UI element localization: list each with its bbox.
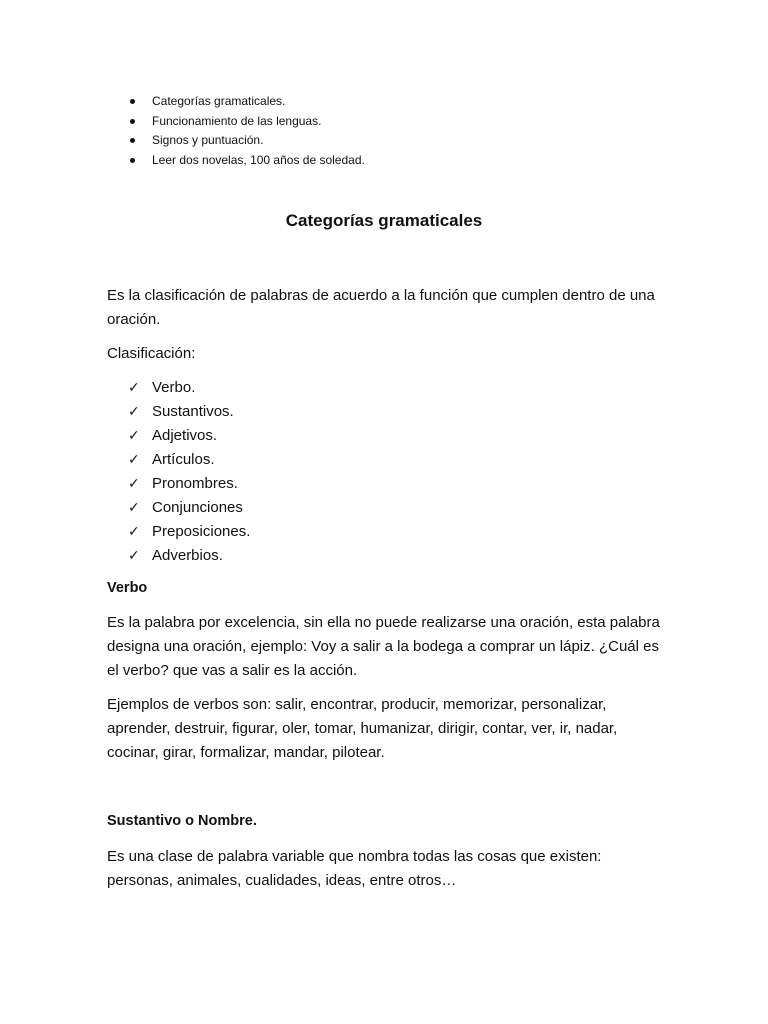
page-title: Categorías gramaticales — [285, 211, 483, 230]
classification-item: ✓ Adverbios. — [128, 544, 250, 568]
classification-item: ✓ Artículos. — [128, 448, 250, 472]
topic-item: Funcionamiento de las lenguas. — [130, 112, 365, 132]
check-icon: ✓ — [128, 380, 140, 396]
classification-label: Clasificación: — [107, 345, 196, 362]
verbo-definition: Es la palabra por excelencia, sin ella no puede realizarse una oración, esta palabra designa una oración, ejemplo: Voy a salir a la bodega a comprar un lápiz. ¿Cuál es el verbo? que vas a salir es la acción. — [107, 614, 660, 679]
check-icon: ✓ — [128, 428, 140, 444]
bullet-icon — [130, 138, 135, 143]
topics-list — [130, 92, 365, 170]
verbo-examples: Ejemplos de verbos son: salir, encontrar, producir, memorizar, personalizar, aprender, destruir, figurar, oler, tomar, humanizar, dirigir, contar, ver, ir, nadar, cocinar, girar, formalizar, mandar, pilotear. — [107, 696, 618, 761]
sustantivo-heading: Sustantivo o Nombre. — [107, 813, 257, 829]
classification-item: ✓ Verbo. — [128, 376, 250, 400]
topic-item: Leer dos novelas, 100 años de soledad. — [130, 151, 365, 171]
sustantivo-definition: Es una clase de palabra variable que nombra todas las cosas que existen: personas, animales, cualidades, ideas, entre otros… — [107, 848, 602, 889]
topic-item: Categorías gramaticales. — [130, 92, 365, 112]
bullet-icon — [130, 119, 135, 124]
topic-item: Signos y puntuación. — [130, 131, 365, 151]
check-icon: ✓ — [128, 476, 140, 492]
classification-list — [128, 376, 250, 568]
classification-item: ✓ Preposiciones. — [128, 520, 250, 544]
classification-item: ✓ Sustantivos. — [128, 400, 250, 424]
check-icon: ✓ — [128, 524, 140, 540]
bullet-icon — [130, 158, 135, 163]
check-icon: ✓ — [128, 548, 140, 564]
classification-item: ✓ Adjetivos. — [128, 424, 250, 448]
classification-item: ✓ Conjunciones — [128, 496, 250, 520]
bullet-icon — [130, 99, 135, 104]
intro-paragraph: Es la clasificación de palabras de acuerdo a la función que cumplen dentro de una oración. — [107, 287, 655, 328]
verbo-heading: Verbo — [107, 580, 148, 596]
check-icon: ✓ — [128, 404, 140, 420]
classification-item: ✓ Pronombres. — [128, 472, 250, 496]
check-icon: ✓ — [128, 500, 140, 516]
check-icon: ✓ — [128, 452, 140, 468]
